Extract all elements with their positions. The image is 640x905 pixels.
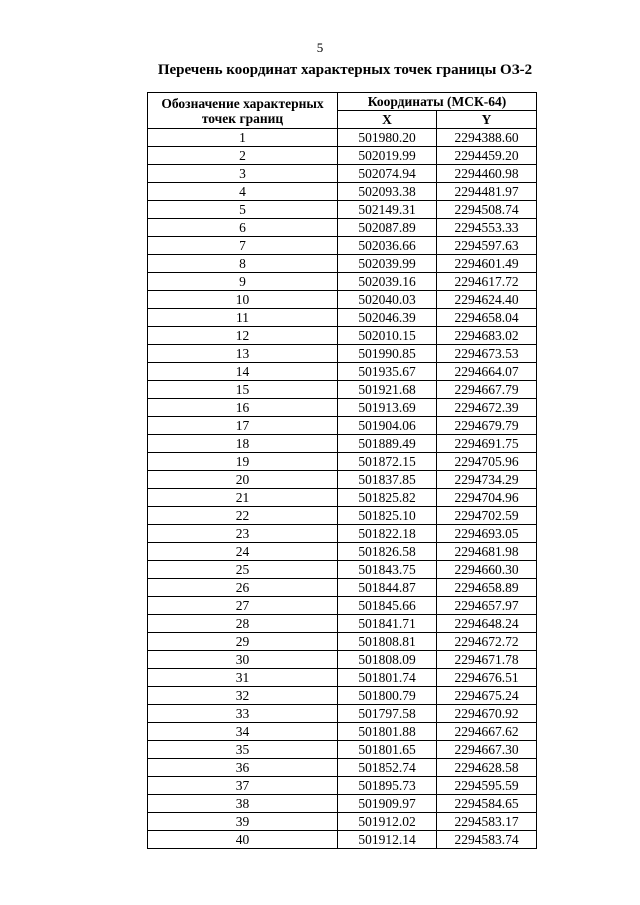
x-coordinate-cell: 501912.02 [338,813,437,831]
table-row [148,345,537,363]
x-coordinate-cell: 501913.69 [338,399,437,417]
point-number-cell: 21 [148,489,338,507]
point-number-cell: 33 [148,705,338,723]
x-coordinate-cell: 501895.73 [338,777,437,795]
table-header [148,93,537,129]
x-coordinate-cell: 501845.66 [338,597,437,615]
point-number-cell: 16 [148,399,338,417]
table-row [148,687,537,705]
x-coordinate-cell: 501909.97 [338,795,437,813]
y-coordinate-cell: 2294624.40 [437,291,537,309]
x-coordinate-cell: 501800.79 [338,687,437,705]
point-number-cell: 17 [148,417,338,435]
y-coordinate-cell: 2294628.58 [437,759,537,777]
point-number-cell: 1 [148,129,338,147]
point-number-cell: 13 [148,345,338,363]
y-coordinate-cell: 2294481.97 [437,183,537,201]
point-number-cell: 23 [148,525,338,543]
table-row [148,147,537,165]
y-coordinate-cell: 2294388.60 [437,129,537,147]
table-row [148,651,537,669]
y-coordinate-cell: 2294459.20 [437,147,537,165]
table-row [148,795,537,813]
y-coordinate-cell: 2294658.04 [437,309,537,327]
table-row [148,237,537,255]
table-row [148,525,537,543]
x-coordinate-cell: 501921.68 [338,381,437,399]
point-number-cell: 40 [148,831,338,849]
y-coordinate-cell: 2294693.05 [437,525,537,543]
x-coordinate-cell: 502039.16 [338,273,437,291]
y-coordinate-cell: 2294671.78 [437,651,537,669]
table-row [148,183,537,201]
y-coordinate-cell: 2294705.96 [437,453,537,471]
x-column-header: X [338,111,437,129]
point-number-cell: 18 [148,435,338,453]
table-body [148,129,537,849]
point-number-cell: 28 [148,615,338,633]
y-coordinate-cell: 2294704.96 [437,489,537,507]
y-coordinate-cell: 2294553.33 [437,219,537,237]
table-row [148,561,537,579]
table-row [148,831,537,849]
y-coordinate-cell: 2294667.30 [437,741,537,759]
x-coordinate-cell: 501808.09 [338,651,437,669]
x-coordinate-cell: 501843.75 [338,561,437,579]
x-coordinate-cell: 501808.81 [338,633,437,651]
x-coordinate-cell: 501980.20 [338,129,437,147]
table-row [148,813,537,831]
x-coordinate-cell: 502019.99 [338,147,437,165]
y-coordinate-cell: 2294617.72 [437,273,537,291]
x-coordinate-cell: 501904.06 [338,417,437,435]
table-row [148,273,537,291]
table-row [148,471,537,489]
point-number-cell: 11 [148,309,338,327]
x-coordinate-cell: 501935.67 [338,363,437,381]
y-column-header: Y [437,111,537,129]
point-number-cell: 37 [148,777,338,795]
x-coordinate-cell: 501872.15 [338,453,437,471]
document-title: Перечень координат характерных точек границы ОЗ-2 [157,62,533,78]
table-row [148,543,537,561]
point-number-cell: 4 [148,183,338,201]
table-row [148,453,537,471]
point-number-cell: 8 [148,255,338,273]
x-coordinate-cell: 502149.31 [338,201,437,219]
table-row [148,219,537,237]
table-row [148,201,537,219]
point-number-cell: 3 [148,165,338,183]
table-row [148,489,537,507]
y-coordinate-cell: 2294679.79 [437,417,537,435]
x-coordinate-cell: 501801.88 [338,723,437,741]
x-coordinate-cell: 502087.89 [338,219,437,237]
point-number-cell: 32 [148,687,338,705]
y-coordinate-cell: 2294601.49 [437,255,537,273]
table-row [148,579,537,597]
y-coordinate-cell: 2294681.98 [437,543,537,561]
table-row [148,705,537,723]
point-number-cell: 2 [148,147,338,165]
y-coordinate-cell: 2294672.72 [437,633,537,651]
y-coordinate-cell: 2294508.74 [437,201,537,219]
point-number-cell: 19 [148,453,338,471]
y-coordinate-cell: 2294660.30 [437,561,537,579]
x-coordinate-cell: 501825.10 [338,507,437,525]
point-number-cell: 7 [148,237,338,255]
table-row [148,291,537,309]
x-coordinate-cell: 501801.65 [338,741,437,759]
y-coordinate-cell: 2294583.74 [437,831,537,849]
point-number-cell: 30 [148,651,338,669]
y-coordinate-cell: 2294664.07 [437,363,537,381]
point-number-cell: 10 [148,291,338,309]
coordinates-header: Координаты (МСК-64) [338,93,537,111]
point-number-cell: 26 [148,579,338,597]
table-row [148,399,537,417]
x-coordinate-cell: 501852.74 [338,759,437,777]
y-coordinate-cell: 2294673.53 [437,345,537,363]
table-row [148,615,537,633]
x-coordinate-cell: 502036.66 [338,237,437,255]
table-row [148,777,537,795]
y-coordinate-cell: 2294595.59 [437,777,537,795]
y-coordinate-cell: 2294683.02 [437,327,537,345]
table-row [148,507,537,525]
coordinates-table [147,92,537,849]
x-coordinate-cell: 501822.18 [338,525,437,543]
point-number-cell: 14 [148,363,338,381]
point-number-cell: 29 [148,633,338,651]
point-designation-header: Обозначение характерных точек границ [148,93,338,129]
y-coordinate-cell: 2294676.51 [437,669,537,687]
point-number-cell: 25 [148,561,338,579]
page-number: 5 [316,40,324,55]
point-number-cell: 22 [148,507,338,525]
y-coordinate-cell: 2294702.59 [437,507,537,525]
x-coordinate-cell: 501825.82 [338,489,437,507]
y-coordinate-cell: 2294672.39 [437,399,537,417]
x-coordinate-cell: 501841.71 [338,615,437,633]
point-number-cell: 5 [148,201,338,219]
point-number-cell: 24 [148,543,338,561]
x-coordinate-cell: 501826.58 [338,543,437,561]
x-coordinate-cell: 502046.39 [338,309,437,327]
x-coordinate-cell: 501912.14 [338,831,437,849]
table-row [148,669,537,687]
table-row [148,723,537,741]
point-number-cell: 35 [148,741,338,759]
x-coordinate-cell: 501837.85 [338,471,437,489]
y-coordinate-cell: 2294657.97 [437,597,537,615]
x-coordinate-cell: 502074.94 [338,165,437,183]
y-coordinate-cell: 2294648.24 [437,615,537,633]
table-row [148,255,537,273]
y-coordinate-cell: 2294667.79 [437,381,537,399]
table-row [148,381,537,399]
y-coordinate-cell: 2294670.92 [437,705,537,723]
y-coordinate-cell: 2294734.29 [437,471,537,489]
table-row [148,435,537,453]
y-coordinate-cell: 2294658.89 [437,579,537,597]
x-coordinate-cell: 502093.38 [338,183,437,201]
x-coordinate-cell: 502010.15 [338,327,437,345]
table-row [148,309,537,327]
x-coordinate-cell: 501844.87 [338,579,437,597]
point-number-cell: 27 [148,597,338,615]
x-coordinate-cell: 501889.49 [338,435,437,453]
table-row [148,363,537,381]
y-coordinate-cell: 2294675.24 [437,687,537,705]
table-row [148,741,537,759]
y-coordinate-cell: 2294691.75 [437,435,537,453]
y-coordinate-cell: 2294667.62 [437,723,537,741]
point-number-cell: 31 [148,669,338,687]
y-coordinate-cell: 2294460.98 [437,165,537,183]
table-row [148,165,537,183]
point-number-cell: 38 [148,795,338,813]
point-number-cell: 6 [148,219,338,237]
point-number-cell: 39 [148,813,338,831]
table-row [148,417,537,435]
table-row [148,597,537,615]
point-number-cell: 36 [148,759,338,777]
x-coordinate-cell: 501801.74 [338,669,437,687]
x-coordinate-cell: 501990.85 [338,345,437,363]
y-coordinate-cell: 2294584.65 [437,795,537,813]
point-number-cell: 15 [148,381,338,399]
point-number-cell: 34 [148,723,338,741]
y-coordinate-cell: 2294583.17 [437,813,537,831]
table-header-row [148,93,537,111]
point-number-cell: 9 [148,273,338,291]
x-coordinate-cell: 502040.03 [338,291,437,309]
point-number-cell: 20 [148,471,338,489]
point-number-cell: 12 [148,327,338,345]
table-row [148,129,537,147]
x-coordinate-cell: 502039.99 [338,255,437,273]
table-row [148,759,537,777]
x-coordinate-cell: 501797.58 [338,705,437,723]
y-coordinate-cell: 2294597.63 [437,237,537,255]
table-row [148,327,537,345]
table-row [148,633,537,651]
